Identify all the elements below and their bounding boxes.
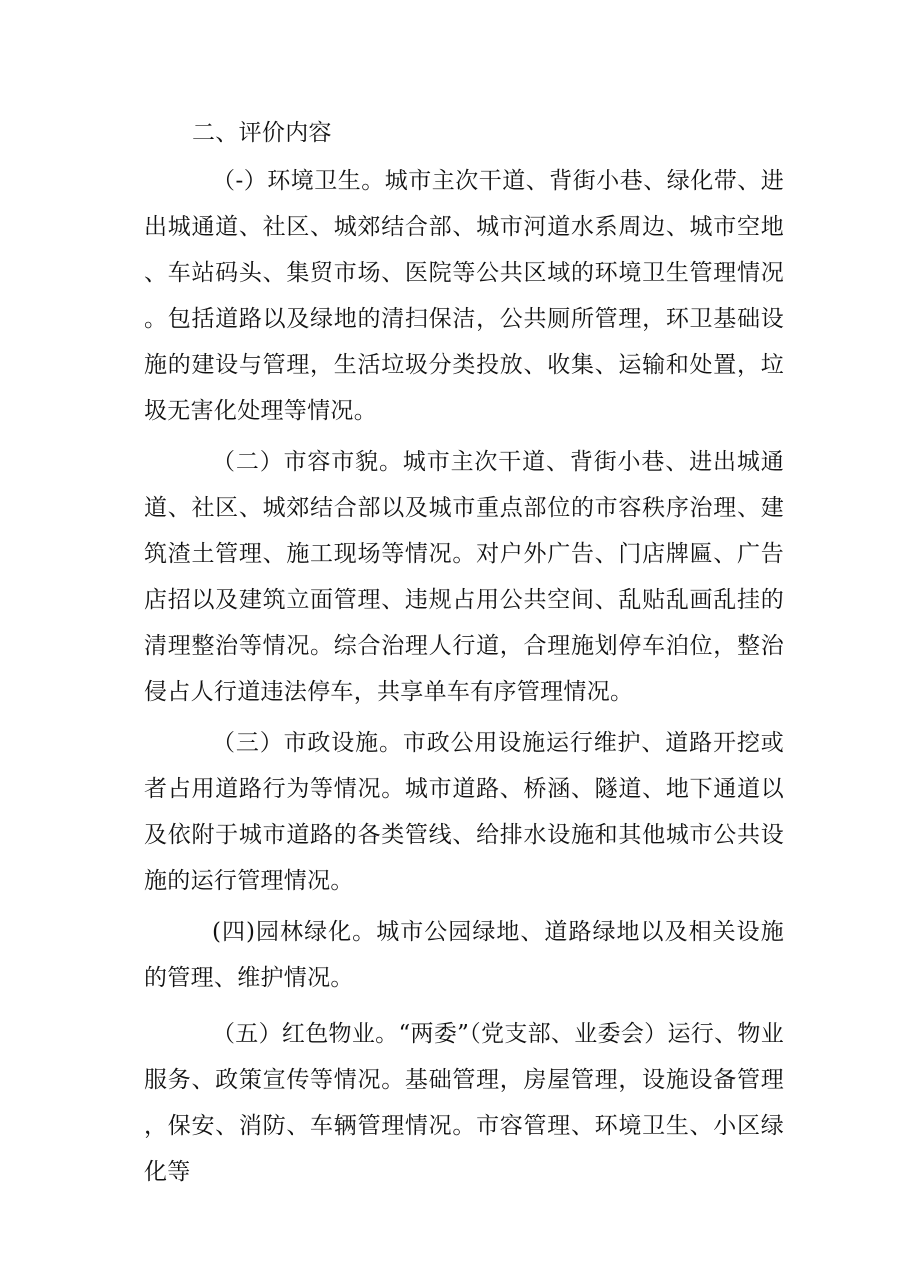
document-body [144,112,784,1195]
paragraph-red-property: （五）红色物业。“两委”（党支部、业委会）运行、物业服务、政策宣传等情况。基础管理，房屋管理，设施设备管理，保安、消防、车辆管理情况。市容管理、环境卫生、小区绿化等 [144,1021,784,1185]
paragraph-city-appearance: （二）市容市貌。城市主次干道、背街小巷、进出城通道、社区、城郊结合部以及城市重点部位的市容秩序治理、建筑渣土管理、施工现场等情况。对户外广告、门店牌匾、广告店招以及建筑立面管理、违规占用公共空间、乱贴乱画乱挂的清理整治等情况。综合治理人行道，合理施划停车泊位，整治侵占人行道违法停车，共享单车有序管理情况。 [144,449,784,705]
paragraph-municipal-facilities: （三）市政设施。市政公用设施运行维护、道路开挖或者占用道路行为等情况。城市道路、桥涵、隧道、地下通道以及依附于城市道路的各类管线、给排水设施和其他城市公共设施的运行管理情况。 [144,730,784,894]
paragraph-landscaping: (四)园林绿化。城市公园绿地、道路绿地以及相关设施的管理、维护情况。 [144,919,784,991]
paragraph-environmental-sanitation: （-）环境卫生。城市主次干道、背街小巷、绿化带、进出城通道、社区、城郊结合部、城市河道水系周边、城市空地、车站码头、集贸市场、医院等公共区域的环境卫生管理情况。包括道路以及绿地的清扫保洁，公共厕所管理，环卫基础设施的建设与管理，生活垃圾分类投放、收集、运输和处置，垃圾无害化处理等情况。 [144,168,784,424]
section-heading: 二、评价内容 [192,120,332,146]
